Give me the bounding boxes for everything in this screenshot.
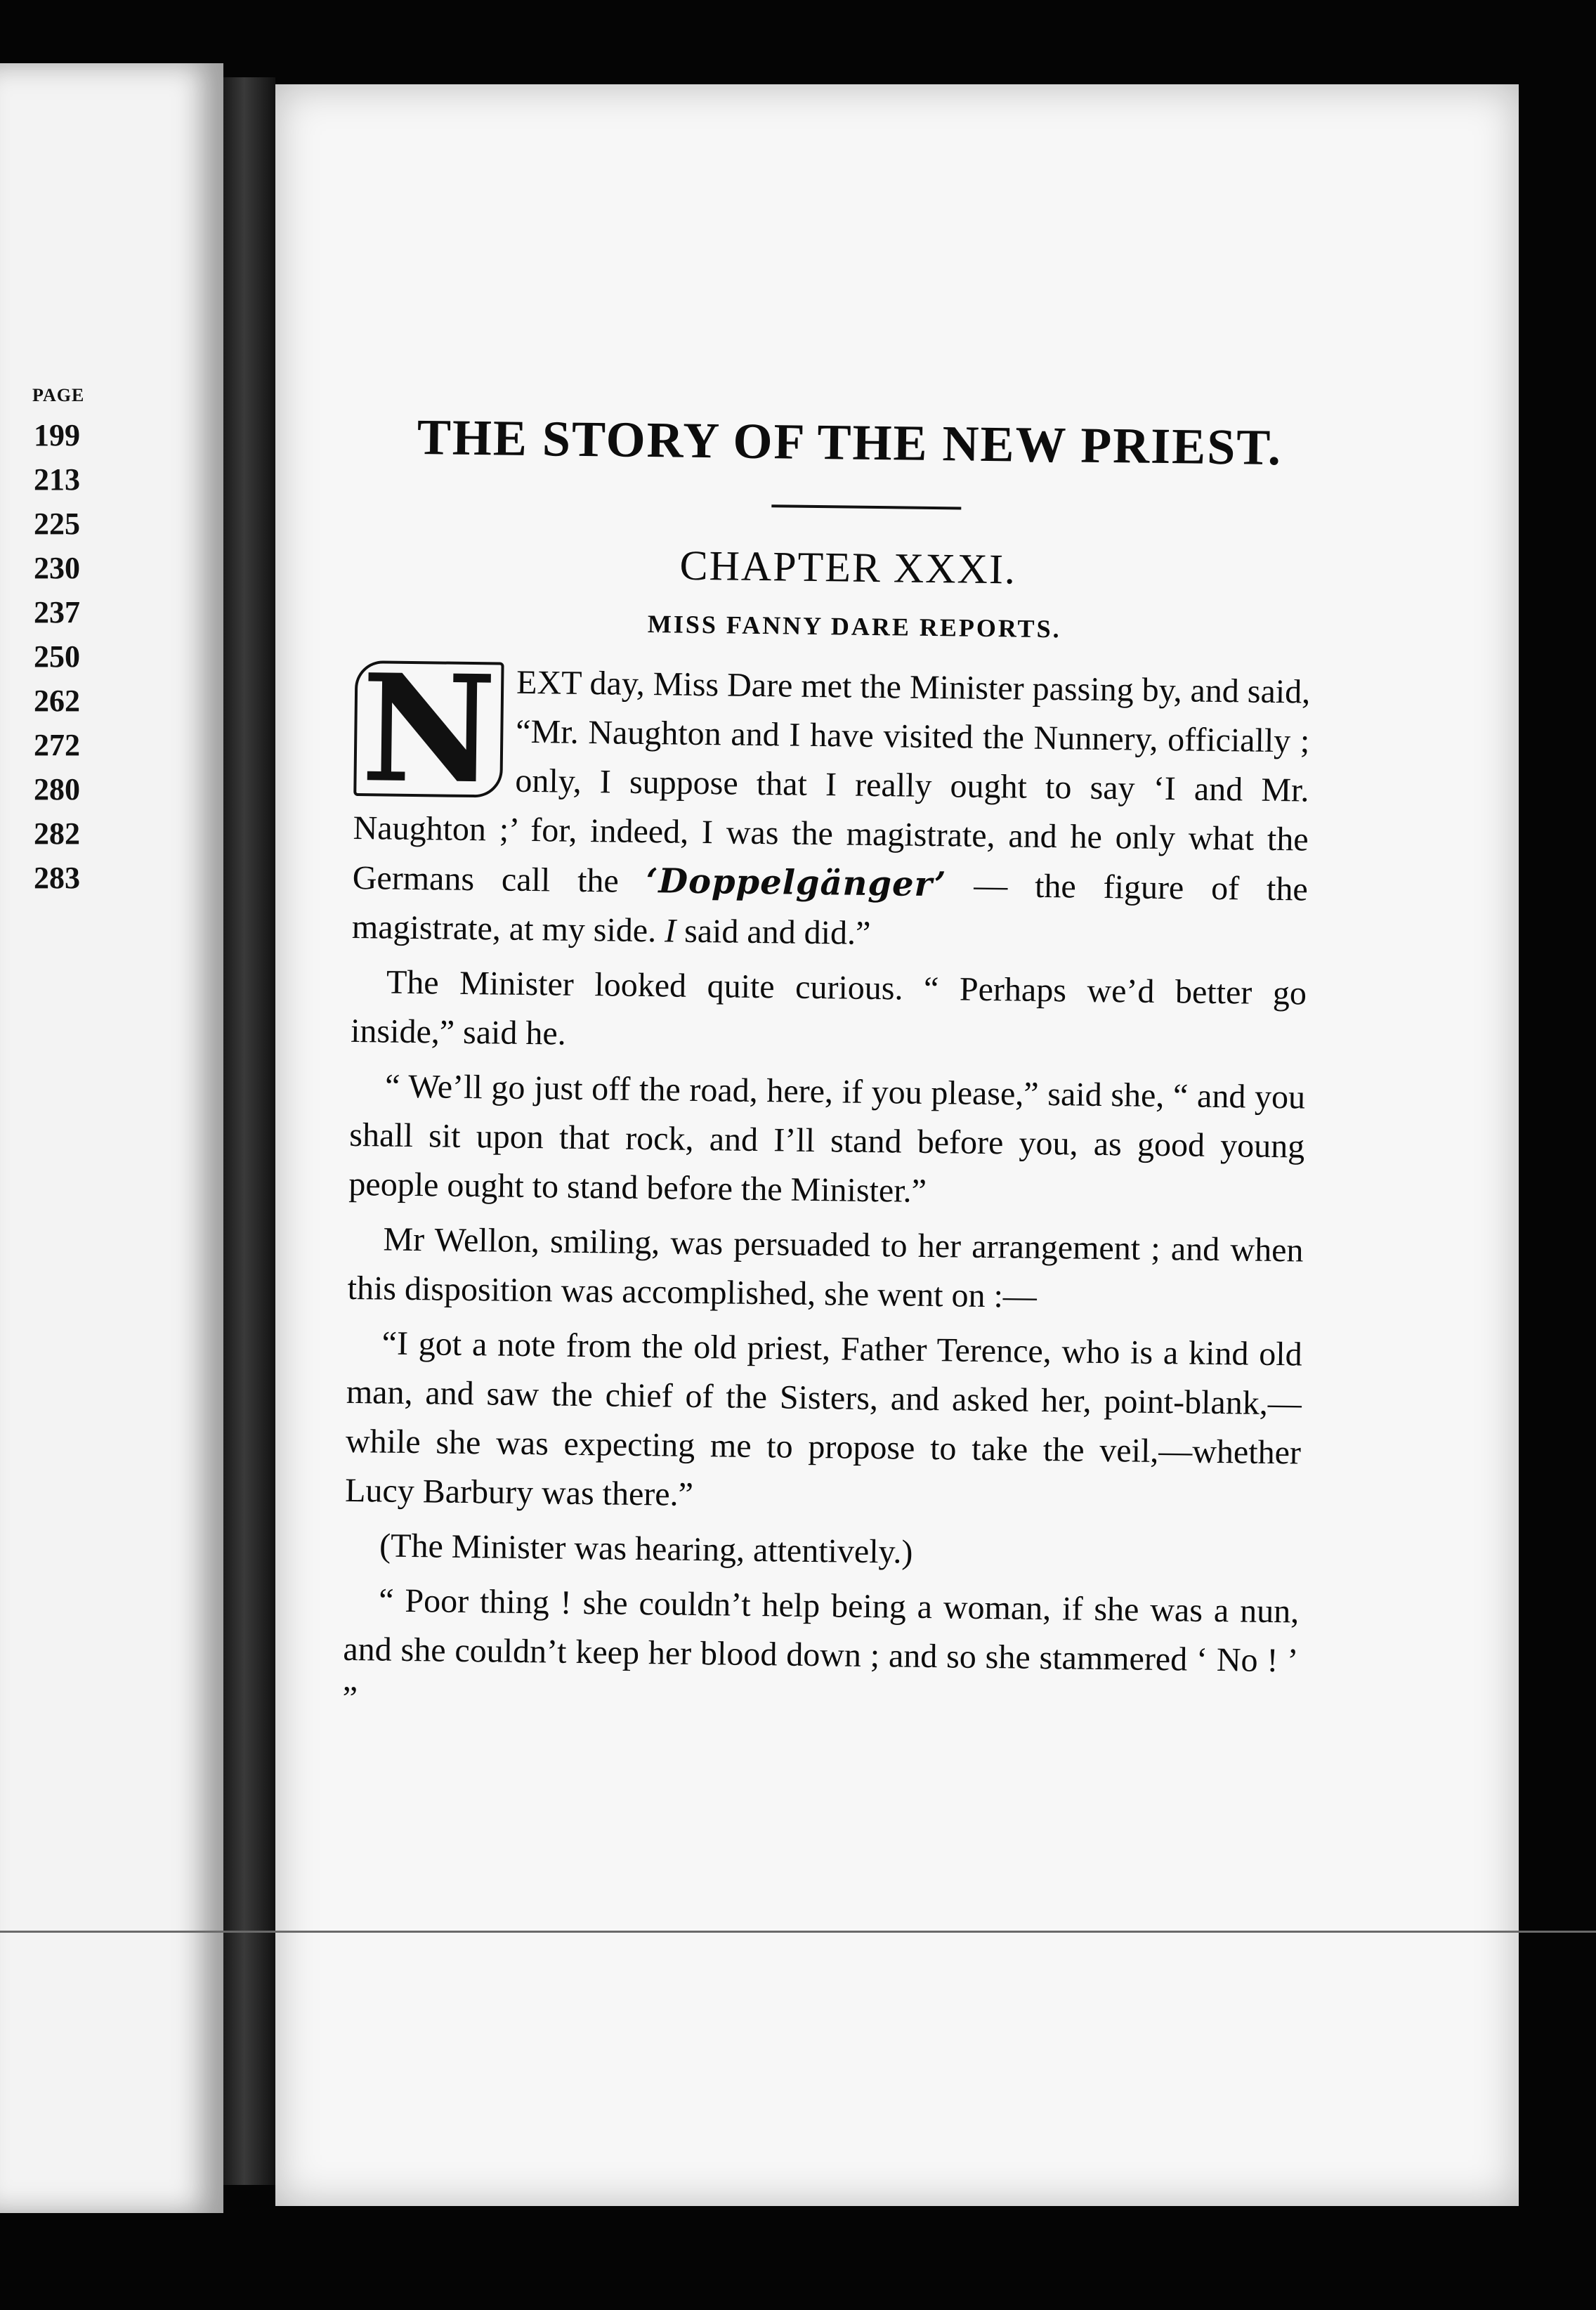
page-number: 199 [34,418,80,452]
page-number-list [34,413,80,900]
title-rule [771,504,961,509]
page-number: 262 [34,684,80,718]
page-number: 230 [34,551,80,585]
paragraph-text: said and did.” [675,912,871,952]
chapter-title: CHAPTER XXXI. [679,542,1017,593]
paragraph: “I got a note from the old priest, Father Terence, who is a kind old man, and saw the chief of the Sisters, and asked her, point-blank,—while she was expecting me to propose to take the veil,—whether Lucy Barbury was there.” [344,1324,1302,1513]
book-gutter [223,77,275,2185]
book-page [275,84,1519,2206]
page-number: 283 [34,861,80,895]
left-page-fragment [0,63,223,2213]
page-number: 213 [34,462,80,497]
paragraph: The Minister looked quite curious. “ Perhaps we’d better go inside,” said he. [350,963,1307,1052]
story-title: THE STORY OF THE NEW PRIEST. [417,409,1283,476]
italic-word: I [664,912,676,950]
page-number: 272 [34,728,80,762]
paragraph: “ We’ll go just off the road, here, if you please,” said she, “ and you shall sit upon that rock, and I’ll stand before you, as good young people ought to stand before the Minister.” [348,1067,1306,1210]
paragraph: Mr Wellon, smiling, was persuaded to her arrangement ; and when this disposition was accomplished, she went on :— [347,1220,1304,1315]
page-number: 280 [34,772,80,807]
body-text [342,641,1311,1735]
drop-cap-letter: N [353,660,504,798]
paragraph: “ Poor thing ! she couldn’t help being a woman, if she was a nun, and she couldn’t keep her blood down ; and so she stammered ‘ No ! ’ ” [342,1581,1300,1718]
page-number: 250 [34,639,80,674]
page-number: 282 [34,816,80,851]
paragraph-text: — the figure of the magistrate, at my side. [351,866,1309,950]
page-number: 237 [34,595,80,629]
chapter-subtitle: MISS FANNY DARE REPORTS. [647,610,1061,644]
paragraph: (The Minister was hearing, attentively.) [379,1527,913,1571]
paragraph [351,641,1311,964]
scan-artifact-line [0,1931,1596,1933]
page-number: 225 [34,507,80,541]
paragraph-text: EXT day, Miss Dare met the Minister passing by, and said, “Mr. Naughton and I have visited the Nunnery, officially ; only, I suppose that I really ought to say ‘I and Mr. Naughton ;’ for, indeed, I was the magistrate, and he only what the Germans call the [352,663,1311,901]
page-content [342,407,1314,1740]
doppelganger-term: ‘Doppelgänger’ [646,861,947,905]
page-column-label: PAGE [32,385,85,405]
